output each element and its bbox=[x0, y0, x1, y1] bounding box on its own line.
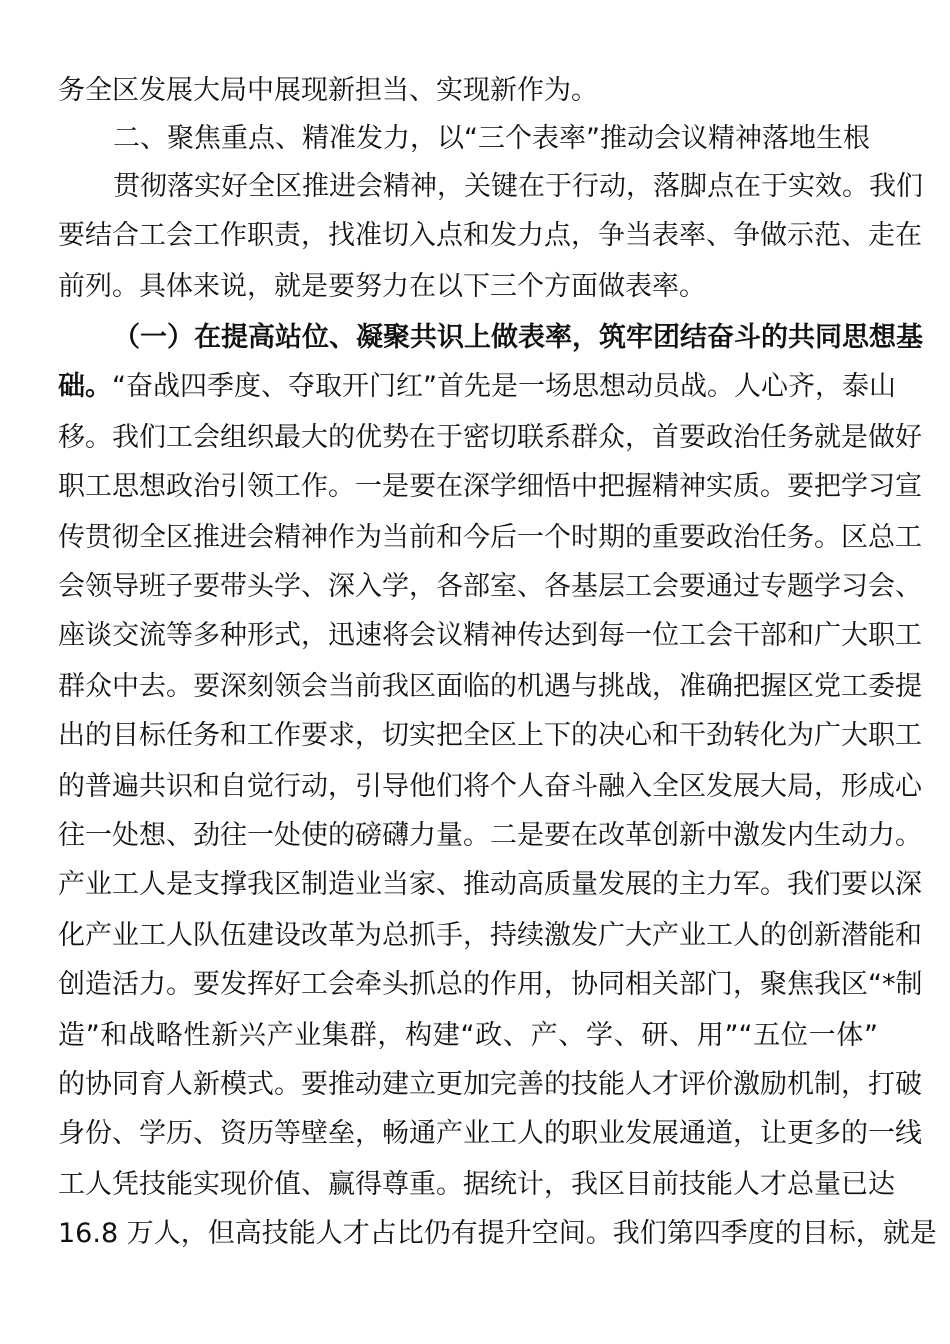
paragraph-line: 工人凭技能实现价值、赢得尊重。据统计，我区目前技能人才总量已达 bbox=[58, 1169, 895, 1200]
paragraph-line: 要结合工会工作职责，找准切入点和发力点，争当表率、争做示范、走在 bbox=[58, 220, 922, 251]
paragraph-line: 移。我们工会组织最大的优势在于密切联系群众，首要政治任务就是做好 bbox=[58, 422, 922, 453]
paragraph-line: 化产业工人队伍建设改革为总抓手，持续激发广大产业工人的创新潜能和 bbox=[58, 920, 922, 951]
paragraph-line: 职工思想政治引领工作。一是要在深学细悟中把握精神实质。要把学习宣 bbox=[58, 471, 922, 502]
paragraph-line: 群众中去。要深刻领会当前我区面临的机遇与挑战，准确把握区党工委提 bbox=[58, 671, 922, 702]
paragraph-line: 产业工人是支撑我区制造业当家、推动高质量发展的主力军。我们要以深 bbox=[58, 869, 922, 900]
paragraph-line bbox=[58, 370, 896, 404]
paragraph-line: 会领导班子要带头学、深入学，各部室、各基层工会要通过专题学习会、 bbox=[58, 571, 922, 602]
subsection-heading: （一）在提高站位、凝聚共识上做表率，筑牢团结奋斗的共同思想基 bbox=[113, 322, 923, 353]
paragraph-line: 出的目标任务和工作要求，切实把全区上下的决心和干劲转化为广大职工 bbox=[58, 720, 922, 751]
paragraph-text: “奋战四季度、夺取开门红”首先是一场思想动员战。人心齐，泰山 bbox=[112, 371, 896, 402]
paragraph-line: 16.8 万人，但高技能人才占比仍有提升空间。我们第四季度的目标，就是 bbox=[58, 1218, 937, 1249]
paragraph-line: 座谈交流等多种形式，迅速将会议精神传达到每一位工会干部和广大职工 bbox=[58, 620, 922, 651]
paragraph-line: 的协同育人新模式。要推动建立更加完善的技能人才评价激励机制，打破 bbox=[58, 1069, 922, 1100]
paragraph-line: 前列。具体来说，就是要努力在以下三个方面做表率。 bbox=[58, 271, 706, 302]
paragraph-line: 往一处想、劲往一处使的磅礴力量。二是要在改革创新中激发内生动力。 bbox=[58, 820, 922, 851]
paragraph-line: 务全区发展大局中展现新担当、实现新作为。 bbox=[58, 75, 598, 106]
paragraph-line: 贯彻落实好全区推进会精神，关键在于行动，落脚点在于实效。我们 bbox=[113, 171, 923, 202]
paragraph-line: 身份、学历、资历等壁垒，畅通产业工人的职业发展通道，让更多的一线 bbox=[58, 1118, 922, 1149]
section-heading: 二、聚焦重点、精准发力，以“三个表率”推动会议精神落地生根 bbox=[113, 123, 870, 154]
paragraph-line: 创造活力。要发挥好工会牵头抓总的作用，协同相关部门，聚焦我区“*制 bbox=[58, 969, 923, 1000]
subsection-heading-end: 础。 bbox=[58, 371, 112, 402]
paragraph-line: 的普遍共识和自觉行动，引导他们将个人奋斗融入全区发展大局，形成心 bbox=[58, 771, 922, 802]
paragraph-line: 造”和战略性新兴产业集群，构建“政、产、学、研、用”“五位一体” bbox=[58, 1020, 878, 1051]
paragraph-line: 传贯彻全区推进会精神作为当前和今后一个时期的重要政治任务。区总工 bbox=[58, 522, 922, 553]
